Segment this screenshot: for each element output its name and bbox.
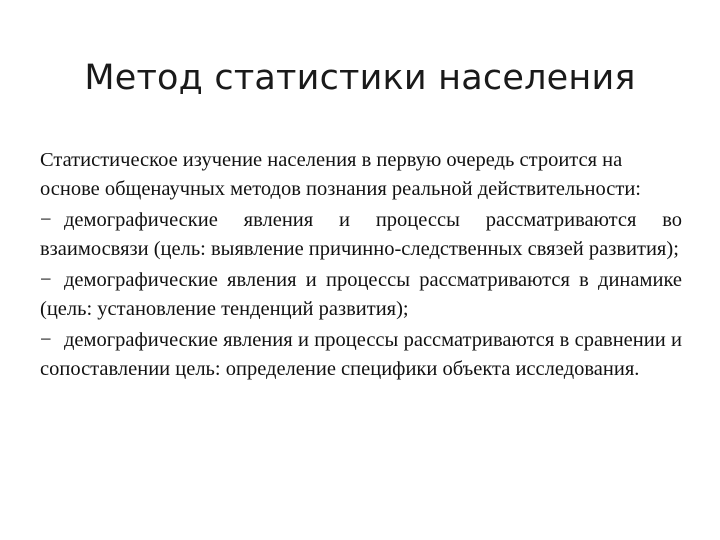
slide-title: Метод статистики населения: [84, 58, 636, 98]
list-item-text: демографические явления и процессы рассматриваются в сравнении и сопоставлении цель: определение специфики объекта исследования.: [40, 329, 682, 380]
bullet-dash: −: [40, 329, 52, 351]
list-item: [40, 326, 682, 383]
list-item-text: демографические явления и процессы рассматриваются в динамике (цель: установление тенденций развития);: [40, 269, 682, 320]
bullet-dash: −: [40, 209, 52, 231]
list-item-text: демографические явления и процессы рассматриваются во взаимосвязи (цель: выявление причинно-следственных связей развития);: [40, 209, 682, 260]
slide-body: [40, 146, 682, 386]
list-item: [40, 206, 682, 263]
intro-paragraph: Статистическое изучение населения в первую очередь строится на основе общенаучных методов познания реальной действительности:: [40, 149, 641, 200]
bullet-dash: −: [40, 269, 52, 291]
list-item: [40, 266, 682, 323]
